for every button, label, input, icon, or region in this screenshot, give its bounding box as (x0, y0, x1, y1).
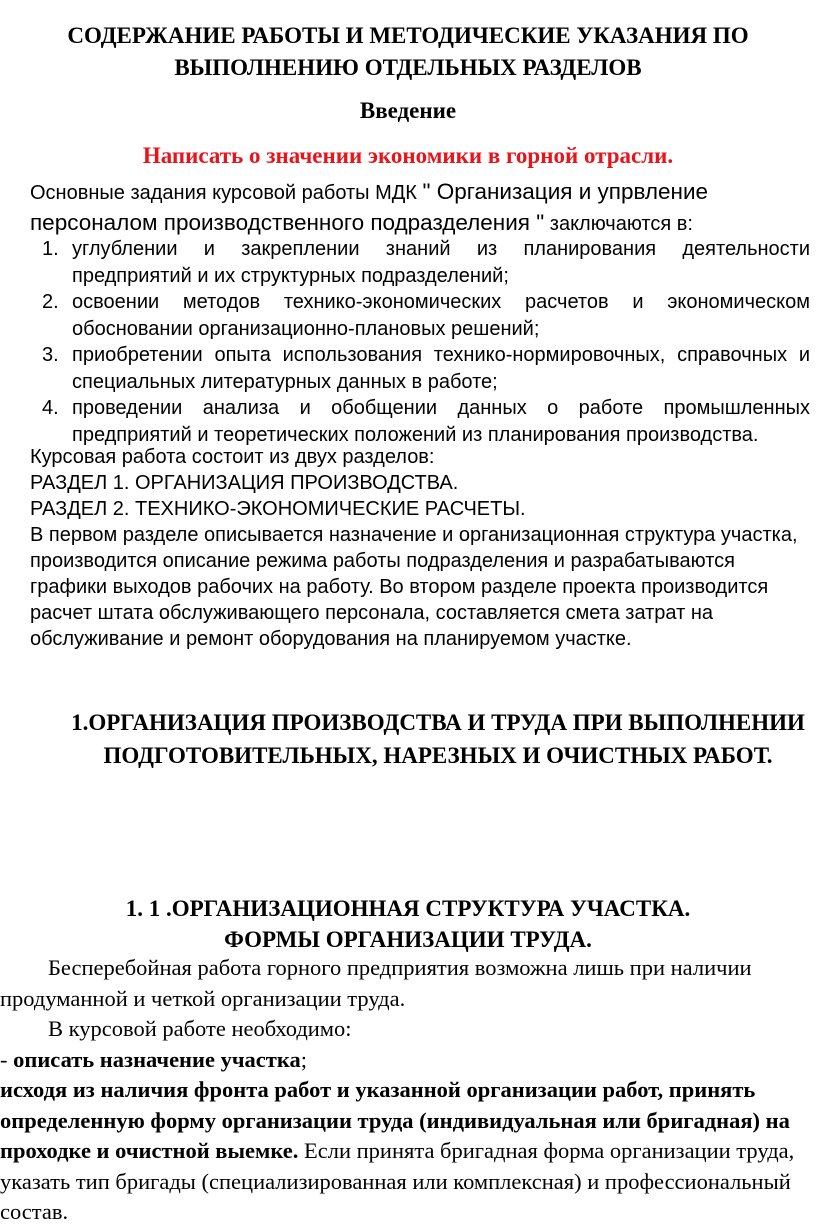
list-item-text: приобретении опыта использования технико-нормировочных, справочных и специальных литературных данных в работе; (72, 344, 810, 393)
lead-part1: Основные задания курсовой работы МДК (30, 182, 423, 204)
document-title: СОДЕРЖАНИЕ РАБОТЫ И МЕТОДИЧЕСКИЕ УКАЗАНИЯ ПО ВЫПОЛНЕНИЮ ОТДЕЛЬНЫХ РАЗДЕЛОВ (67, 23, 749, 80)
list-item-text: углублении и закреплении знаний из планирования деятельности предприятий и их структурных подразделений; (72, 238, 810, 287)
dash-marker: - (0, 1046, 14, 1072)
paragraph-1: Бесперебойная работа горного предприятия возможна лишь при наличии продуманной и четкой организации труда. (0, 955, 752, 1011)
paragraph-2: В курсовой работе необходимо: (48, 1016, 352, 1041)
requirement-item-1-bold: описать назначение участка (13, 1046, 301, 1072)
list-item-number: 4. (42, 397, 59, 419)
section-1-1-heading-line1: 1. 1 .ОРГАНИЗАЦИОННАЯ СТРУКТУРА УЧАСТКА. (125, 896, 691, 921)
section-1-1-body (0, 953, 800, 1228)
requirement-item-2-bold: исходя из наличия фронта работ и указанной организации работ, принять определенную форму организации труда (индивидуальная или бригадная) на проходке и очистной выемке. (0, 1077, 790, 1163)
requirement-item-1-end: ; (300, 1046, 307, 1072)
list-item-number: 3. (42, 344, 59, 366)
list-item-number: 1. (42, 238, 59, 260)
section-1-title: РАЗДЕЛ 1. ОРГАНИЗАЦИЯ ПРОИЗВОДСТВА. (30, 472, 459, 494)
sections-block (30, 444, 810, 652)
list-item (30, 342, 810, 395)
section-2-title: РАЗДЕЛ 2. ТЕХНИКО-ЭКОНОМИЧЕСКИЕ РАСЧЕТЫ. (30, 498, 526, 520)
red-note: Написать о значении экономики в горной отрасли. (142, 143, 674, 168)
section-1-1-heading (0, 893, 816, 955)
list-item (30, 236, 810, 289)
section-1-1-heading-line2: ФОРМЫ ОРГАНИЗАЦИИ ТРУДА. (224, 927, 592, 952)
tasks-list (30, 236, 810, 448)
list-item (30, 395, 810, 448)
list-item (30, 289, 810, 342)
requirement-item-2 (0, 1075, 800, 1228)
list-item-text: освоении методов технико-экономических расчетов и экономическом обосновании организационно-плановых решений; (72, 291, 810, 340)
sections-description: В первом разделе описывается назначение и организационная структура участка, производится описание режима работы подразделения и разрабатываются графики выходов рабочих на работу. Во втором разделе проекта производится расчет штата обслуживающего персонала, составляется смета затрат на обслуживание и ремонт оборудования на планируемом участке. (30, 524, 798, 650)
sections-intro: Курсовая работа состоит из двух разделов: (30, 446, 435, 468)
lead-part2: " Организация и упрвление персоналом производственного подразделения " (30, 179, 709, 235)
chapter-1-heading: 1.ОРГАНИЗАЦИЯ ПРОИЗВОДСТВА И ТРУДА ПРИ ВЫПОЛНЕНИИ ПОДГОТОВИТЕЛЬНЫХ, НАРЕЗНЫХ И ОЧИСТНЫХ РАБОТ. (71, 710, 805, 768)
lead-paragraph (30, 177, 800, 239)
intro-heading: Введение (359, 98, 457, 123)
lead-part3: заключаются в: (544, 213, 693, 235)
list-item-number: 2. (42, 291, 59, 313)
requirement-item-1 (0, 1045, 800, 1076)
list-item-text: проведении анализа и обобщении данных о работе промышленных предприятий и теоретических положений из планирования производства. (72, 397, 810, 446)
requirement-item-2-rest: Если принята бригадная форма организации труда, указать тип бригады (специализированная или комплексная) и профессиональный состав. (0, 1138, 795, 1224)
